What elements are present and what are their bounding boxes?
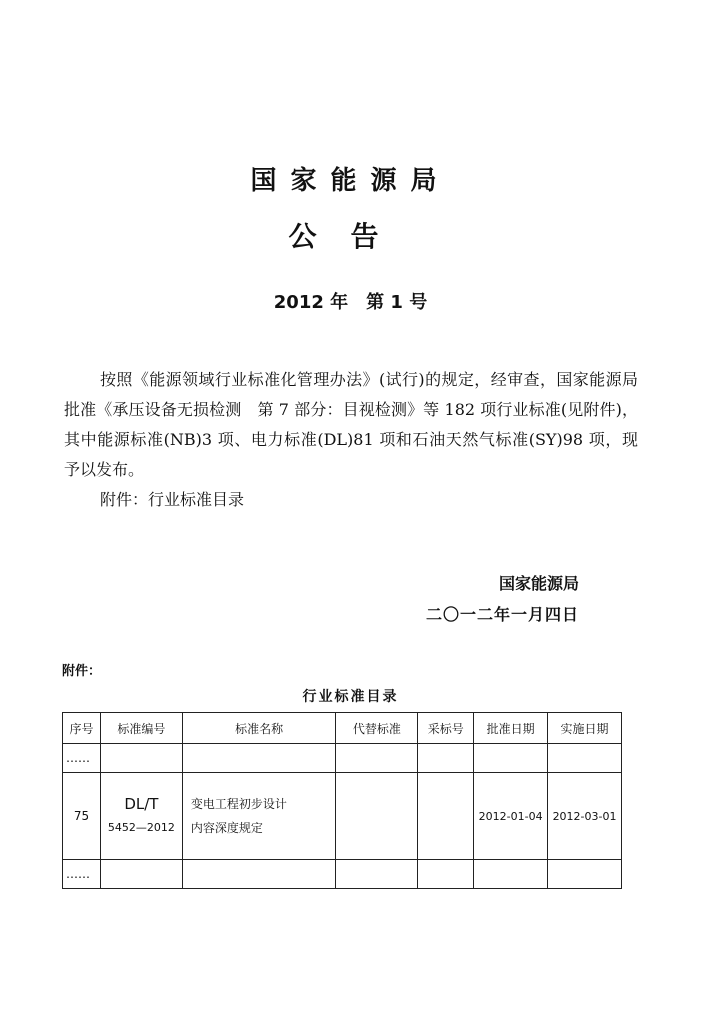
- signature-organization: 国家能源局: [498, 574, 579, 593]
- notice-year: 2012 年: [273, 292, 349, 313]
- notice-title: 公告: [288, 220, 413, 253]
- notice-no: 第 1 号: [366, 292, 428, 313]
- table-title: 行业标准目录: [302, 689, 399, 705]
- signature-date: 二〇一二年一月四日: [425, 605, 579, 624]
- table-header-row: [63, 713, 622, 744]
- standard-name-line: 变电工程初步设计: [190, 797, 287, 811]
- standards-table: [62, 712, 622, 889]
- col-header: 实施日期: [548, 713, 622, 744]
- standard-name-line: 内容深度规定: [190, 821, 263, 835]
- notice-body: [64, 365, 638, 515]
- standard-code-cell: [100, 773, 182, 860]
- adopted-cell: [418, 773, 474, 860]
- standard-code-number: 5452—2012: [107, 821, 175, 834]
- col-header: 序号: [63, 713, 101, 744]
- standard-name-cell: [182, 773, 336, 860]
- standard-code-prefix: DL/T: [124, 795, 159, 813]
- seq-cell: 75: [63, 773, 101, 860]
- col-header: 标准名称: [182, 713, 336, 744]
- table-row-ellipsis: [63, 744, 622, 773]
- issuing-authority: 国家能源局: [250, 166, 451, 196]
- col-header: 批准日期: [474, 713, 548, 744]
- table-row-ellipsis: [63, 860, 622, 889]
- effective-date-cell: 2012-03-01: [548, 773, 622, 860]
- col-header: 采标号: [418, 713, 474, 744]
- notice-number: [0, 288, 701, 314]
- attachment-note: 附件：行业标准目录: [100, 490, 245, 509]
- replaces-cell: [336, 773, 418, 860]
- col-header: 代替标准: [336, 713, 418, 744]
- col-header: 标准编号: [100, 713, 182, 744]
- attachment-label: 附件：: [62, 664, 102, 679]
- approved-date-cell: 2012-01-04: [474, 773, 548, 860]
- ellipsis-cell: ……: [63, 860, 101, 889]
- table-row: [63, 773, 622, 860]
- main-paragraph: 按照《能源领域行业标准化管理办法》(试行)的规定，经审查，国家能源局批准《承压设备无损检测 第 7 部分：目视检测》等 182 项行业标准(见附件)，其中能源标准(NB)3 项、电力标准(DL)81 项和石油天然气标准(SY)98 项，现予以发布。: [64, 370, 638, 479]
- ellipsis-cell: ……: [63, 744, 101, 773]
